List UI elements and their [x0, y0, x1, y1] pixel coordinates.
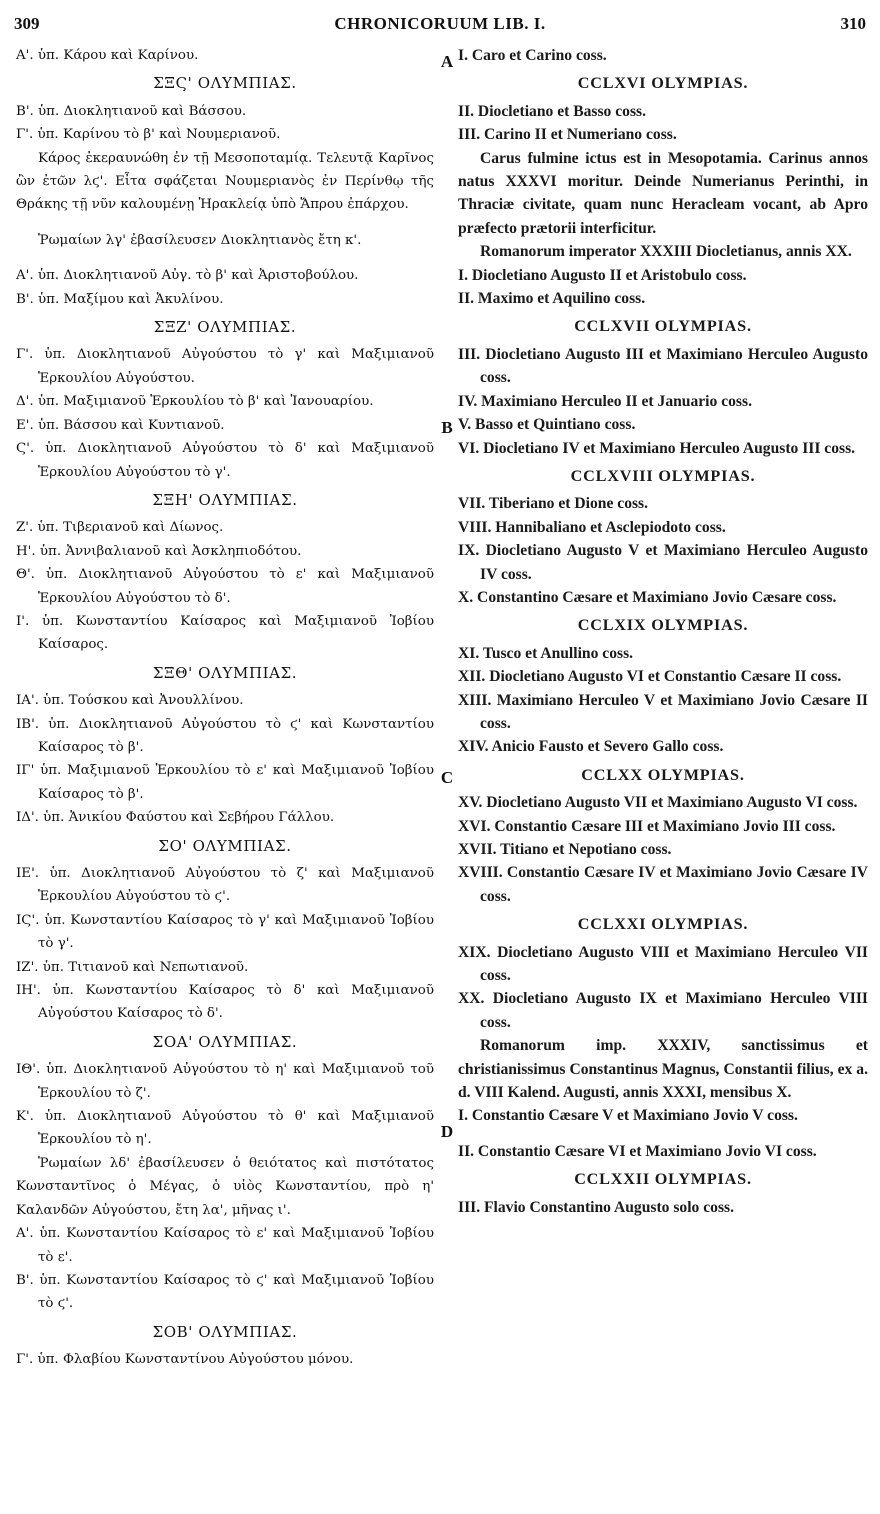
consul-entry: Θ'. ὑπ. Διοκλητιανοῦ Αὐγούστου τὸ ε' καὶ Μαξιμιανοῦ Ἑρκουλίου Αὐγούστου τὸ δ'. [16, 567, 434, 606]
consul-entry: XIX. Diocletiano Augusto VIII et Maximiano Herculeo VII coss. [458, 943, 868, 985]
consul-entry: ΙΓ' ὑπ. Μαξιμιανοῦ Ἑρκουλίου τὸ ε' καὶ Μαξιμιανοῦ Ἰοβίου Καίσαρος τὸ β'. [16, 763, 434, 802]
consul-entry: ΙΖ'. ὑπ. Τιτιανοῦ καὶ Νεπωτιανοῦ. [16, 959, 249, 975]
consul-entry: IV. Maximiano Herculeo II et Januario coss. [458, 392, 752, 410]
consul-entry: ΙΒ'. ὑπ. Διοκλητιανοῦ Αὐγούστου τὸ ϛ' καὶ Κωνσταντίου Καίσαρος τὸ β'. [16, 716, 434, 755]
consul-entry: Γ'. ὑπ. Διοκλητιανοῦ Αὐγούστου τὸ γ' καὶ Μαξιμιανοῦ Ἑρκουλίου Αὐγούστου. [16, 347, 434, 386]
greek-column [16, 44, 434, 1494]
consul-entry: XVIII. Constantio Cæsare IV et Maximiano Jovio Cæsare IV coss. [458, 864, 868, 905]
consul-entry: ΙΕ'. ὑπ. Διοκλητιανοῦ Αὐγούστου τὸ ζ' καὶ Μαξιμιανοῦ Ἑρκουλίου Αὐγούστου τὸ ϛ'. [16, 866, 434, 905]
consul-entry: XII. Diocletiano Augusto VI et Constantio Cæsare II coss. [458, 668, 842, 686]
consul-entry: Α'. ὑπ. Κάρου καὶ Καρίνου. [16, 48, 199, 63]
olympiad-heading: ΣΞΗ' ΟΛΥΜΠΙΑΣ. [152, 490, 298, 509]
consul-entry: II. Maximo et Aquilino coss. [458, 290, 646, 308]
consul-entry: III. Carino II et Numeriano coss. [458, 126, 677, 144]
consul-entry: Β'. ὑπ. Κωνσταντίου Καίσαρος τὸ ϛ' καὶ Μαξιμιανοῦ Ἰοβίου τὸ ϛ'. [16, 1272, 434, 1312]
running-title: CHRONICORUUM LIB. I. [334, 14, 546, 33]
consul-entry: ΙΗ'. ὑπ. Κωνσταντίου Καίσαρος τὸ δ' καὶ Μαξιμιανοῦ Αὐγούστου Καίσαρος τὸ δ'. [16, 983, 434, 1022]
consul-entry: IX. Diocletiano Augusto V et Maximiano Herculeo Augusto IV coss. [458, 542, 868, 583]
consul-entry: XVII. Titiano et Nepotiano coss. [458, 841, 672, 858]
narrative-paragraph: Κάρος ἐκεραυνώθη ἐν τῇ Μεσοποταμίᾳ. Τελευτᾷ Καρῖνος ὢν ἐτῶν λϛ'. Εἶτα σφάζεται Νουμεριανὸς ἐν Περίνθῳ τῆς Θράκης τῇ νῦν καλουμένῃ Ἡρακλείᾳ ὑπὸ Ἄπρου ἐπάρχου. [16, 150, 434, 213]
narrative-paragraph: Romanorum imp. XXXIV, sanctissimus et christianissimus Constantinus Magnus, Constantii filius, ex a. d. VIII Kalend. Augusti, annis XXXI, mensibus X. [458, 1037, 868, 1102]
page-header [0, 0, 880, 42]
page-number-left: 309 [14, 14, 40, 33]
consul-entry: XIII. Maximiano Herculeo V et Maximiano Jovio Cæsare II coss. [458, 691, 868, 732]
consul-entry: III. Flavio Constantino Augusto solo coss. [458, 1198, 734, 1216]
olympiad-heading: CCLXIX OLYMPIAS. [577, 616, 749, 635]
page-number-right: 310 [840, 14, 866, 33]
margin-marker-c: C [440, 768, 454, 787]
olympiad-heading: CCLXVII OLYMPIAS. [574, 317, 752, 336]
olympiad-heading: CCLXXII OLYMPIAS. [574, 1170, 752, 1189]
consul-entry: Ι'. ὑπ. Κωνσταντίου Καίσαρος καὶ Μαξιμιανοῦ Ἰοβίου Καίσαρος. [16, 613, 434, 653]
spacer [16, 252, 434, 264]
spacer [458, 1128, 868, 1140]
olympiad-heading: ΣΞΖ' ΟΛΥΜΠΙΑΣ. [153, 318, 297, 337]
consul-entry: Ϛ'. ὑπ. Διοκλητιανοῦ Αὐγούστου τὸ δ' καὶ Μαξιμιανοῦ Ἑρκουλίου Αὐγούστου τὸ γ'. [16, 441, 434, 480]
consul-entry: V. Basso et Quintiano coss. [458, 416, 636, 434]
consul-entry: Γ'. ὑπ. Φλαβίου Κωνσταντίνου Αὐγούστου μόνου. [16, 1352, 354, 1368]
olympiad-heading: CCLXVI OLYMPIAS. [577, 74, 749, 93]
narrative-paragraph: Carus fulmine ictus est in Mesopotamia. Carinus annos natus XXXVI moritur. Deinde Numerianus Perinthi, in Thraciæ civitate, quam nunc Heracleam vocant, ab Apro præfecto prætorii interficitur. [458, 149, 868, 237]
consul-entry: II. Diocletiano et Basso coss. [458, 102, 646, 120]
consul-entry: ΙΑ'. ὑπ. Τούσκου καὶ Ἀνουλλίνου. [16, 693, 244, 709]
consul-entry: XX. Diocletiano Augusto IX et Maximiano Herculeo VIII coss. [458, 990, 868, 1031]
olympiad-heading: CCLXX OLYMPIAS. [581, 765, 745, 784]
narrative-paragraph: Romanorum imperator XXXIII Diocletianus, annis XX. [480, 243, 852, 261]
consul-entry: ΙΘ'. ὑπ. Διοκλητιανοῦ Αὐγούστου τὸ η' καὶ Μαξιμιανοῦ τοῦ Ἑρκουλίου τὸ ζ'. [16, 1062, 434, 1101]
consul-entry: Η'. ὑπ. Ἀννιβαλιανοῦ καὶ Ἀσκληπιοδότου. [16, 543, 302, 559]
olympiad-heading: ΣΟΑ' ΟΛΥΜΠΙΑΣ. [152, 1032, 298, 1051]
margin-marker-d: D [440, 1122, 454, 1141]
margin-marker-b: B [441, 418, 453, 437]
narrative-paragraph: Ῥωμαίων λδ' ἐβασίλευσεν ὁ θειότατος καὶ πιστότατος Κωνσταντῖνος ὁ Μέγας, ὁ υἱὸς Κωνσταντίου, πρὸ η' Καλανδῶν Αὐγούστου, ἔτη λα', μῆνας ι'. [16, 1155, 434, 1218]
consul-entry: VIII. Hannibaliano et Asclepiodoto coss. [458, 518, 726, 536]
consul-entry: X. Constantino Cæsare et Maximiano Jovio Cæsare coss. [458, 588, 837, 606]
consul-entry: Β'. ὑπ. Διοκλητιανοῦ καὶ Βάσσου. [16, 103, 247, 119]
consul-entry: Ζ'. ὑπ. Τιβεριανοῦ καὶ Δίωνος. [16, 520, 224, 536]
consul-entry: ΙΔ'. ὑπ. Ἀνικίου Φαύστου καὶ Σεβήρου Γάλλου. [16, 810, 335, 826]
consul-entry: XI. Tusco et Anullino coss. [458, 644, 634, 662]
consul-entry: I. Diocletiano Augusto II et Aristobulo coss. [458, 266, 747, 284]
consul-entry: I. Caro et Carino coss. [458, 47, 607, 64]
consul-entry: Κ'. ὑπ. Διοκλητιανοῦ Αὐγούστου τὸ θ' καὶ Μαξιμιανοῦ Ἑρκουλίου τὸ η'. [16, 1109, 434, 1148]
consul-entry: II. Constantio Cæsare VI et Maximiano Jovio VI coss. [458, 1142, 817, 1160]
margin-marker-a: A [440, 52, 454, 71]
latin-column [458, 44, 868, 1494]
consul-entry: VI. Diocletiano IV et Maximiano Herculeo Augusto III coss. [458, 439, 856, 457]
consul-entry: Β'. ὑπ. Μαξίμου καὶ Ἀκυλίνου. [16, 291, 224, 307]
consul-entry: ΙϚ'. ὑπ. Κωνσταντίου Καίσαρος τὸ γ' καὶ Μαξιμιανοῦ Ἰοβίου τὸ γ'. [16, 912, 434, 952]
olympiad-heading: CCLXXI OLYMPIAS. [577, 915, 749, 934]
spacer [16, 217, 434, 229]
consul-entry: VII. Tiberiano et Dione coss. [458, 495, 649, 513]
consul-entry: I. Constantio Cæsare V et Maximiano Jovio V coss. [458, 1107, 798, 1125]
consul-entry: XVI. Constantio Cæsare III et Maximiano Jovio III coss. [458, 817, 836, 835]
olympiad-heading: ΣΞΘ' ΟΛΥΜΠΙΑΣ. [152, 663, 298, 682]
olympiad-heading: ΣΞϚ' ΟΛΥΜΠΙΑΣ. [153, 74, 297, 93]
consul-entry: Γ'. ὑπ. Καρίνου τὸ β' καὶ Νουμεριανοῦ. [16, 127, 281, 143]
consul-entry: Ε'. ὑπ. Βάσσου καὶ Κυντιανοῦ. [16, 417, 225, 433]
consul-entry: XV. Diocletiano Augusto VII et Maximiano Augusto VI coss. [458, 794, 858, 812]
olympiad-heading: ΣΟΒ' ΟΛΥΜΠΙΑΣ. [152, 1322, 298, 1341]
consul-entry: Α'. ὑπ. Κωνσταντίου Καίσαρος τὸ ε' καὶ Μαξιμιανοῦ Ἰοβίου τὸ ε'. [16, 1226, 434, 1265]
consul-entry: XIV. Anicio Fausto et Severo Gallo coss. [458, 738, 724, 756]
narrative-paragraph: Ῥωμαίων λγ' ἐβασίλευσεν Διοκλητιανὸς ἔτη κ'. [38, 232, 362, 248]
consul-entry: Δ'. ὑπ. Μαξιμιανοῦ Ἑρκουλίου τὸ β' καὶ Ἰανουαρίου. [16, 394, 374, 410]
consul-entry: Α'. ὑπ. Διοκλητιανοῦ Αὐγ. τὸ β' καὶ Ἀριστοβούλου. [16, 268, 359, 284]
olympiad-heading: CCLXVIII OLYMPIAS. [570, 466, 756, 485]
olympiad-heading: ΣΟ' ΟΛΥΜΠΙΑΣ. [158, 836, 292, 855]
consul-entry: III. Diocletiano Augusto III et Maximiano Herculeo Augusto coss. [458, 345, 868, 387]
